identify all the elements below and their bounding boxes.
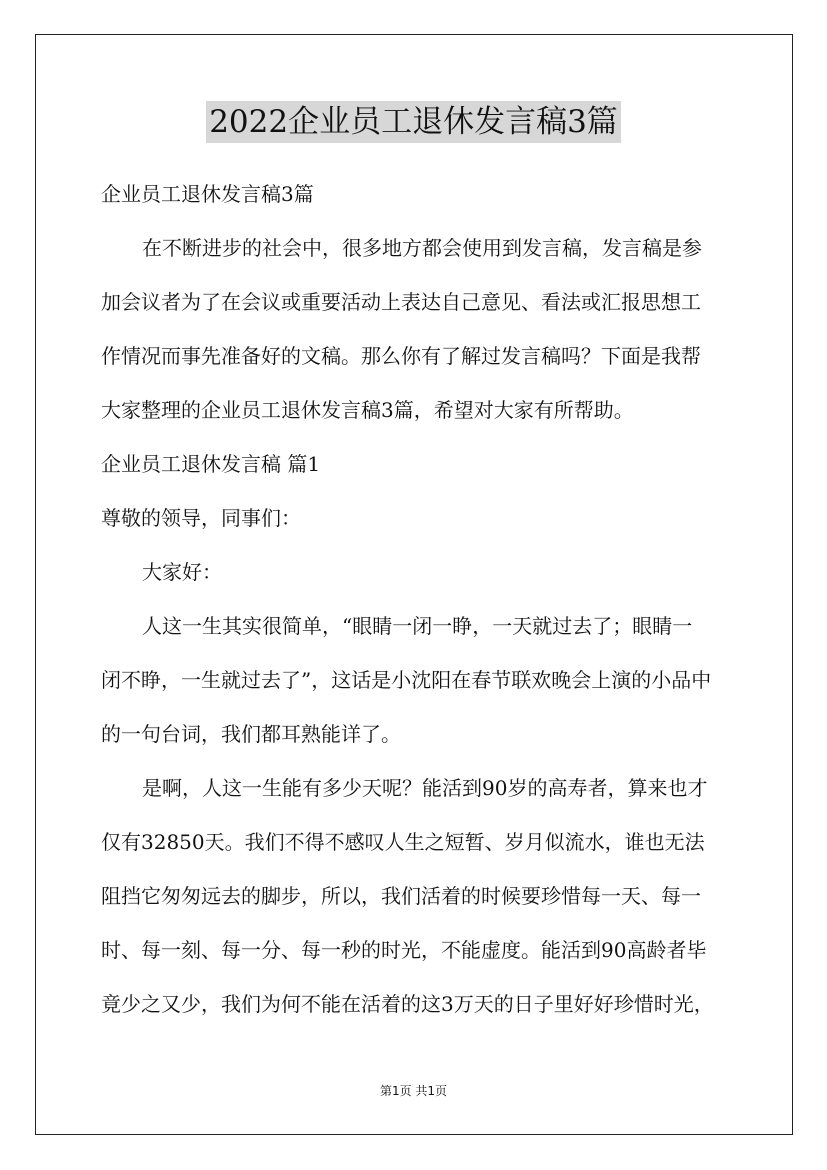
title-container [0, 101, 827, 143]
document-title: 2022企业员工退休发言稿3篇 [206, 101, 621, 143]
salutation: 尊敬的领导，同事们： [101, 506, 301, 530]
document-subtitle: 企业员工退休发言稿3篇 [101, 182, 314, 206]
para2-line-5: 竟少之又少，我们为何不能在活着的这3万天的日子里好好珍惜时光， [101, 992, 714, 1016]
para2-line-2: 仅有32850天。我们不得不感叹人生之短暂、岁月似流水，谁也无法 [101, 830, 705, 854]
para1-line-2: 闭不睁，一生就过去了”，这话是小沈阳在春节联欢晚会上演的小品中 [101, 668, 712, 692]
para1-line-3: 的一句台词，我们都耳熟能详了。 [101, 722, 401, 746]
para2-line-1: 是啊，人这一生能有多少天呢？能活到90岁的高寿者，算来也才 [142, 776, 708, 800]
section-heading: 企业员工退休发言稿 篇1 [101, 452, 321, 476]
greeting: 大家好： [142, 560, 222, 584]
intro-line-2: 加会议者为了在会议或重要活动上表达自己意见、看法或汇报思想工 [101, 290, 701, 314]
intro-line-1: 在不断进步的社会中，很多地方都会使用到发言稿，发言稿是参 [142, 236, 702, 260]
intro-line-3: 作情况而事先准备好的文稿。那么你有了解过发言稿吗？下面是我帮 [101, 344, 701, 368]
page-number-footer: 第1页 共1页 [379, 1084, 448, 1098]
para2-line-3: 阻挡它匆匆远去的脚步，所以，我们活着的时候要珍惜每一天、每一 [101, 884, 701, 908]
para2-line-4: 时、每一刻、每一分、每一秒的时光，不能虚度。能活到90高龄者毕 [101, 938, 707, 962]
intro-line-4: 大家整理的企业员工退休发言稿3篇，希望对大家有所帮助。 [101, 398, 634, 422]
para1-line-1: 人这一生其实很简单，“眼睛一闭一睁，一天就过去了；眼睛一 [142, 614, 693, 638]
